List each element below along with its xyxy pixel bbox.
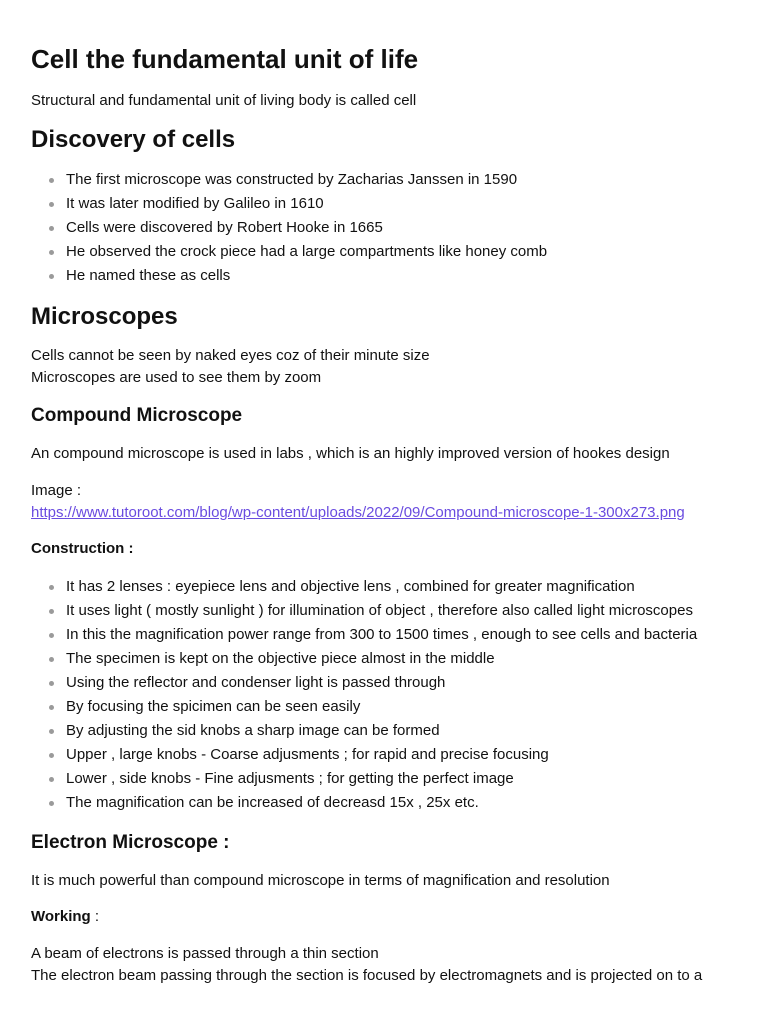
electron-description: It is much powerful than compound microscope in terms of magnification and resolution bbox=[31, 872, 610, 889]
list-item: It uses light ( mostly sunlight ) for illumination of object , therefore also called light microscopes bbox=[31, 599, 697, 623]
working-label: Working bbox=[31, 908, 91, 925]
electron-line-2: The electron beam passing through the section is focused by electromagnets and is projected on to a bbox=[31, 967, 703, 984]
list-item: Using the reflector and condenser light is passed through bbox=[31, 671, 697, 695]
compound-description: An compound microscope is used in labs , which is an highly improved version of hookes design bbox=[31, 445, 670, 462]
list-item: It has 2 lenses : eyepiece lens and objective lens , combined for greater magnification bbox=[31, 575, 697, 599]
discovery-heading: Discovery of cells bbox=[31, 126, 236, 153]
intro-text: Structural and fundamental unit of living body is called cell bbox=[31, 92, 417, 109]
page-title: Cell the fundamental unit of life bbox=[31, 44, 419, 74]
list-item: The first microscope was constructed by Zacharias Janssen in 1590 bbox=[31, 168, 547, 192]
list-item: By adjusting the sid knobs a sharp image can be formed bbox=[31, 719, 697, 743]
image-label: Image : bbox=[31, 482, 82, 499]
list-item: In this the magnification power range from 300 to 1500 times , enough to see cells and bacteria bbox=[31, 623, 697, 647]
compound-heading: Compound Microscope bbox=[31, 405, 243, 426]
list-item: It was later modified by Galileo in 1610 bbox=[31, 192, 547, 216]
electron-line-1: A beam of electrons is passed through a thin section bbox=[31, 945, 379, 962]
list-item: Cells were discovered by Robert Hooke in 1665 bbox=[31, 216, 547, 240]
construction-label: Construction : bbox=[31, 540, 134, 557]
working-line bbox=[31, 906, 99, 928]
list-item: Upper , large knobs - Coarse adjusments ; for rapid and precise focusing bbox=[31, 743, 697, 767]
list-item: He named these as cells bbox=[31, 264, 547, 288]
discovery-list bbox=[31, 168, 547, 288]
working-colon: : bbox=[90, 908, 100, 925]
microscopes-line-2: Microscopes are used to see them by zoom bbox=[31, 369, 322, 386]
list-item: The specimen is kept on the objective piece almost in the middle bbox=[31, 647, 697, 671]
microscopes-heading: Microscopes bbox=[31, 303, 178, 330]
list-item: The magnification can be increased of decreasd 15x , 25x etc. bbox=[31, 791, 697, 815]
list-item: He observed the crock piece had a large compartments like honey comb bbox=[31, 240, 547, 264]
image-link[interactable]: https://www.tutoroot.com/blog/wp-content/uploads/2022/09/Compound-microscope-1-300x273.png bbox=[31, 504, 685, 521]
construction-list bbox=[31, 575, 697, 815]
list-item: Lower , side knobs - Fine adjusments ; for getting the perfect image bbox=[31, 767, 697, 791]
electron-heading: Electron Microscope : bbox=[31, 832, 230, 853]
list-item: By focusing the spicimen can be seen easily bbox=[31, 695, 697, 719]
microscopes-line-1: Cells cannot be seen by naked eyes coz of their minute size bbox=[31, 347, 430, 364]
